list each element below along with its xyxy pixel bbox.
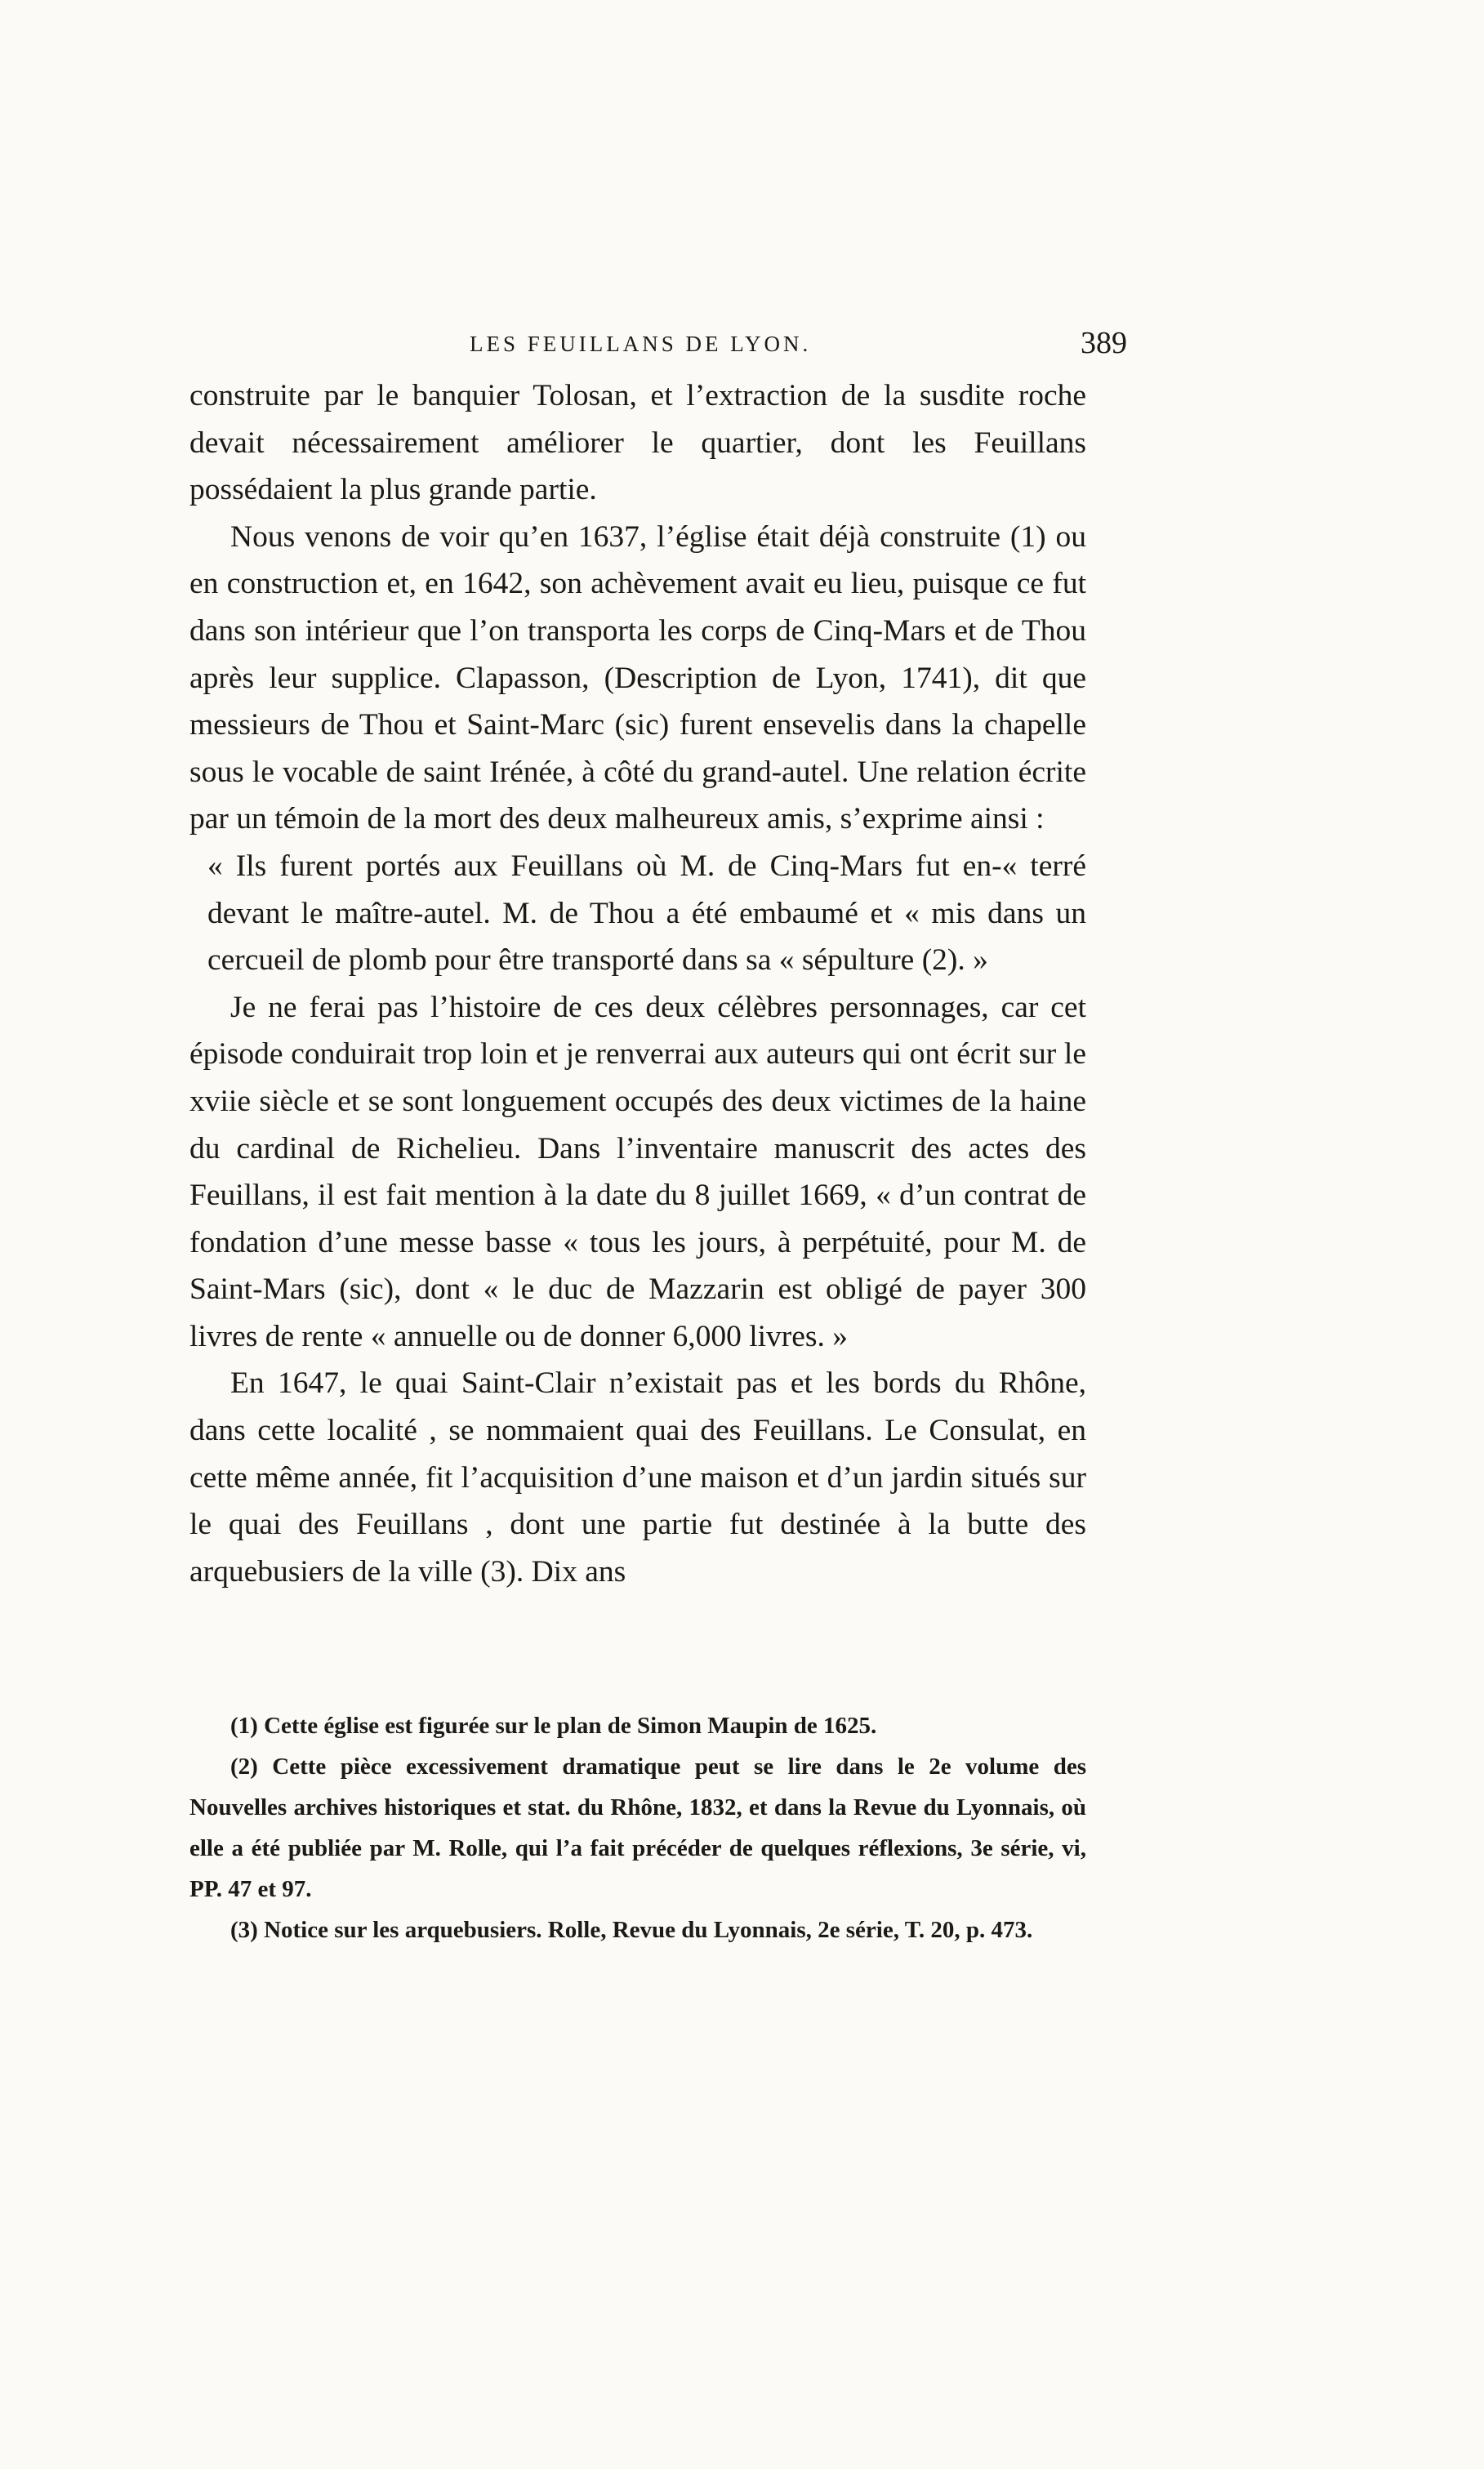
body-text (189, 372, 1086, 1595)
paragraph-quai: En 1647, le quai Saint-Clair n’existait pas et les bords du Rhône, dans cette localité , se nommaient quai des Feuillans. Le Consulat, en cette même année, fit l’acquisition d’une maison et d’un jardin situés sur le quai des Feuillans , dont une partie fut destinée à la butte des arquebusiers de la ville (3). Dix ans (189, 1366, 1086, 1589)
page-number: 389 (1081, 326, 1127, 360)
running-title: LES FEUILLANS DE LYON. (470, 332, 812, 356)
paragraph-quote-relation: « Ils furent portés aux Feuillans où M. de Cinq-Mars fut en-« terré devant le maître-autel. M. de Thou a été embaumé et « mis dans un cercueil de plomb pour être transporté dans sa « sépulture (2). » (207, 849, 1086, 978)
paragraph-histoire: Je ne ferai pas l’histoire de ces deux célèbres personnages, car cet épisode conduirait trop loin et je renverrai aux auteurs qui ont écrit sur le xviie siècle et se sont longuement occupés des deux victimes de la haine du cardinal de Richelieu. Dans l’inventaire manuscrit des actes des Feuillans, il est fait mention à la date du 8 juillet 1669, « d’un contrat de fondation d’une messe basse « tous les jours, à perpétuité, pour M. de Saint-Mars (sic), dont « le duc de Mazzarin est obligé de payer 300 livres de rente « annuelle ou de donner 6,000 livres. » (189, 990, 1086, 1353)
footnote-3: (3) Notice sur les arquebusiers. Rolle, Revue du Lyonnais, 2e série, T. 20, p. 473. (230, 1917, 1033, 1943)
paragraph-cinq-mars: Nous venons de voir qu’en 1637, l’église était déjà construite (1) ou en construction et, en 1642, son achèvement avait eu lieu, puisque ce fut dans son intérieur que l’on transporta les corps de Cinq-Mars et de Thou après leur supplice. Clapasson, (Description de Lyon, 1741), dit que messieurs de Thou et Saint-Marc (sic) furent ensevelis dans la chapelle sous le vocable de saint Irénée, à côté du grand-autel. Une relation écrite par un témoin de la mort des deux malheureux amis, s’exprime ainsi : (189, 519, 1086, 836)
footnote-2: (2) Cette pièce excessivement dramatique peut se lire dans le 2e volume des Nouvelles archives historiques et stat. du Rhône, 1832, et dans la Revue du Lyonnais, où elle a été publiée par M. Rolle, qui l’a fait précéder de quelques réflexions, 3e série, vi, PP. 47 et 97. (189, 1754, 1086, 1902)
running-head (188, 325, 1143, 374)
paragraph-continuation: construite par le banquier Tolosan, et l’extraction de la susdite roche devait nécessairement améliorer le quartier, dont les Feuillans possédaient la plus grande partie. (189, 379, 1086, 507)
footnotes (189, 1705, 1086, 1950)
footnote-1: (1) Cette église est figurée sur le plan de Simon Maupin de 1625. (230, 1713, 877, 1739)
